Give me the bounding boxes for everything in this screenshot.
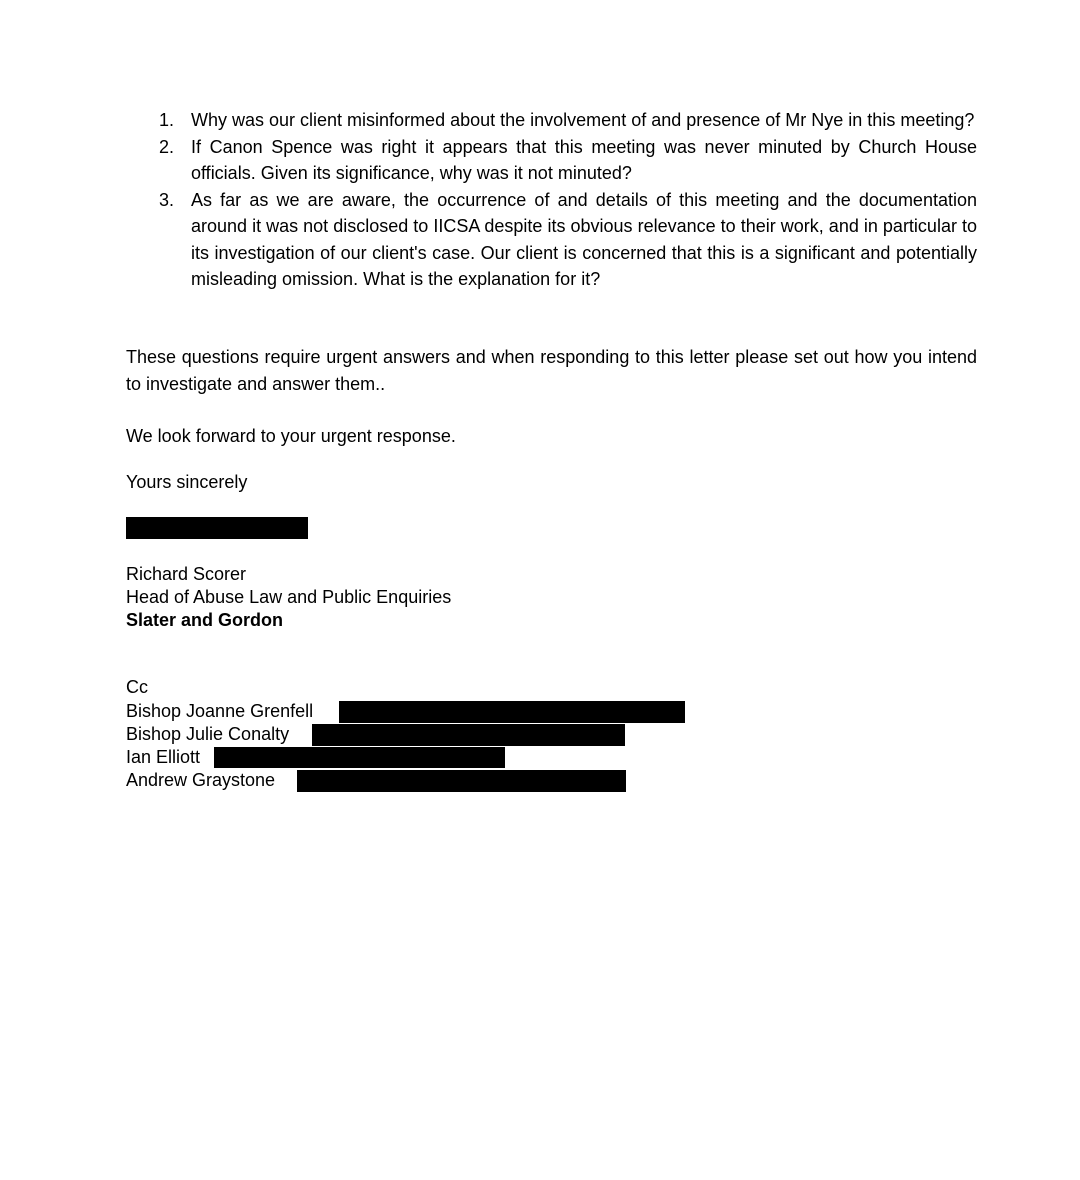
list-item: [126, 107, 977, 134]
cc-recipient: Ian Elliott: [126, 747, 201, 767]
question-list: [126, 107, 977, 293]
list-item-text: As far as we are aware, the occurrence of and details of this meeting and the documentation around it was not disclosed to IICSA despite its obvious relevance to their work, and in particular to its investigation of our client's case. Our client is concerned that this is a significant and potentially misleading omission. What is the explanation for it?: [191, 189, 977, 289]
list-item-text: If Canon Spence was right it appears that this meeting was never minuted by Church House officials. Given its significance, why was it not minuted?: [191, 136, 977, 183]
list-item: [126, 134, 977, 187]
cc-recipient: Bishop Julie Conalty: [126, 724, 290, 744]
redacted-signature: [126, 517, 308, 539]
list-number: 1.: [159, 110, 175, 130]
list-number: 3.: [159, 189, 175, 210]
list-item-text: Why was our client misinformed about the involvement of and presence of Mr Nye in this meeting?: [191, 110, 975, 130]
cc-recipient: Andrew Graystone: [126, 770, 276, 790]
cc-recipient: Bishop Joanne Grenfell: [126, 701, 314, 721]
list-item: [126, 187, 977, 293]
signatory-name: Richard Scorer: [126, 564, 247, 584]
redacted-contact: [297, 770, 626, 792]
sign-off: Yours sincerely: [126, 472, 248, 492]
cc-label: Cc: [126, 677, 148, 697]
redacted-contact: [339, 701, 685, 723]
list-number: 2.: [159, 136, 175, 157]
body-paragraph: These questions require urgent answers and when responding to this letter please set out how you intend to investigate and answer them..: [126, 347, 977, 394]
closing-line: We look forward to your urgent response.: [126, 426, 456, 446]
signatory-title: Head of Abuse Law and Public Enquiries: [126, 587, 452, 607]
redacted-contact: [312, 724, 625, 746]
redacted-contact: [214, 747, 505, 768]
signatory-firm: Slater and Gordon: [126, 610, 284, 630]
